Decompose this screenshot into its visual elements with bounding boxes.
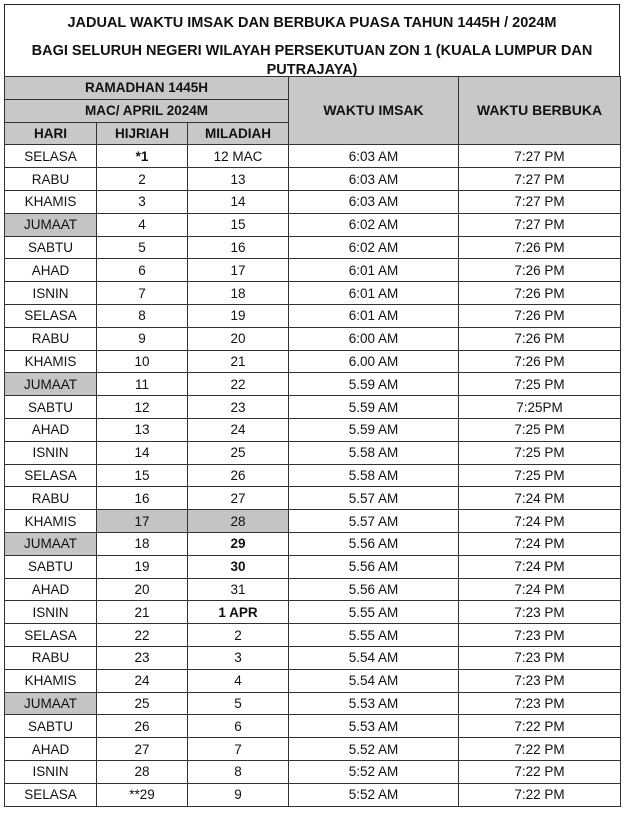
cell-miladiah: 25 (188, 441, 289, 464)
cell-miladiah: 28 (188, 510, 289, 533)
cell-berbuka: 7:25PM (459, 396, 621, 419)
cell-berbuka: 7:23 PM (459, 601, 621, 624)
cell-miladiah: 4 (188, 669, 289, 692)
cell-hijriah: 15 (97, 464, 188, 487)
cell-berbuka: 7:27 PM (459, 190, 621, 213)
cell-berbuka: 7:25 PM (459, 418, 621, 441)
cell-hari: SELASA (5, 783, 97, 806)
cell-hijriah: 7 (97, 282, 188, 305)
table-row (5, 738, 621, 761)
cell-imsak: 5.57 AM (289, 510, 459, 533)
schedule-sheet (4, 4, 620, 807)
cell-miladiah: 8 (188, 760, 289, 783)
cell-hijriah: 26 (97, 715, 188, 738)
cell-hari: JUMAAT (5, 373, 97, 396)
cell-berbuka: 7:27 PM (459, 145, 621, 168)
table-row (5, 441, 621, 464)
cell-imsak: 6:00 AM (289, 327, 459, 350)
cell-imsak: 5.59 AM (289, 373, 459, 396)
table-row (5, 510, 621, 533)
header-miladiah: MILADIAH (188, 122, 289, 145)
cell-berbuka: 7:22 PM (459, 738, 621, 761)
cell-hari: AHAD (5, 259, 97, 282)
cell-imsak: 5.53 AM (289, 715, 459, 738)
header-month: MAC/ APRIL 2024M (5, 99, 289, 122)
header-waktu-berbuka: WAKTU BERBUKA (459, 77, 621, 145)
cell-miladiah: 16 (188, 236, 289, 259)
cell-imsak: 5.54 AM (289, 646, 459, 669)
cell-berbuka: 7:25 PM (459, 373, 621, 396)
cell-hijriah: 17 (97, 510, 188, 533)
title-line-2: BAGI SELURUH NEGERI WILAYAH PERSEKUTUAN ZON 1 (KUALA LUMPUR DAN PUTRAJAYA) (31, 43, 593, 78)
cell-miladiah: 6 (188, 715, 289, 738)
cell-berbuka: 7:23 PM (459, 669, 621, 692)
cell-berbuka: 7:22 PM (459, 783, 621, 806)
cell-hari: ISNIN (5, 441, 97, 464)
table-row (5, 760, 621, 783)
table-row (5, 282, 621, 305)
cell-imsak: 5.54 AM (289, 669, 459, 692)
table-row (5, 213, 621, 236)
cell-hijriah: 6 (97, 259, 188, 282)
cell-berbuka: 7:26 PM (459, 304, 621, 327)
title-line-1: JADUAL WAKTU IMSAK DAN BERBUKA PUASA TAHUN 1445H / 2024M (67, 15, 557, 31)
cell-hijriah: **29 (97, 783, 188, 806)
cell-imsak: 5.57 AM (289, 487, 459, 510)
cell-miladiah: 7 (188, 738, 289, 761)
cell-imsak: 5.56 AM (289, 555, 459, 578)
cell-hari: SELASA (5, 145, 97, 168)
cell-miladiah: 24 (188, 418, 289, 441)
table-row (5, 715, 621, 738)
cell-berbuka: 7:26 PM (459, 259, 621, 282)
title-box (4, 4, 620, 76)
table-row (5, 487, 621, 510)
cell-hijriah: 10 (97, 350, 188, 373)
schedule-table (4, 76, 621, 807)
table-row (5, 692, 621, 715)
table-row (5, 350, 621, 373)
table-row (5, 646, 621, 669)
cell-imsak: 6:01 AM (289, 304, 459, 327)
cell-miladiah: 15 (188, 213, 289, 236)
cell-miladiah: 27 (188, 487, 289, 510)
cell-hijriah: 24 (97, 669, 188, 692)
cell-hari: SABTU (5, 396, 97, 419)
cell-hari: SABTU (5, 555, 97, 578)
cell-hijriah: 28 (97, 760, 188, 783)
cell-hari: SELASA (5, 304, 97, 327)
cell-hijriah: 3 (97, 190, 188, 213)
cell-hari: JUMAAT (5, 213, 97, 236)
cell-hari: SELASA (5, 624, 97, 647)
cell-hijriah: 11 (97, 373, 188, 396)
cell-hijriah: 22 (97, 624, 188, 647)
table-row (5, 327, 621, 350)
cell-hijriah: 21 (97, 601, 188, 624)
cell-imsak: 6.00 AM (289, 350, 459, 373)
cell-hari: SELASA (5, 464, 97, 487)
cell-imsak: 6:03 AM (289, 145, 459, 168)
cell-miladiah: 26 (188, 464, 289, 487)
cell-hari: RABU (5, 168, 97, 191)
cell-hari: AHAD (5, 418, 97, 441)
cell-hijriah: 9 (97, 327, 188, 350)
cell-miladiah: 29 (188, 532, 289, 555)
cell-hari: RABU (5, 487, 97, 510)
table-row (5, 783, 621, 806)
table-row (5, 555, 621, 578)
cell-hari: JUMAAT (5, 532, 97, 555)
table-row (5, 190, 621, 213)
table-row (5, 532, 621, 555)
cell-hari: ISNIN (5, 760, 97, 783)
table-row (5, 669, 621, 692)
cell-hari: SABTU (5, 236, 97, 259)
cell-miladiah: 3 (188, 646, 289, 669)
cell-imsak: 6:03 AM (289, 190, 459, 213)
header-ramadhan: RAMADHAN 1445H (5, 77, 289, 100)
cell-hari: RABU (5, 646, 97, 669)
table-row (5, 259, 621, 282)
cell-imsak: 5.58 AM (289, 464, 459, 487)
cell-hari: KHAMIS (5, 510, 97, 533)
cell-imsak: 5:52 AM (289, 760, 459, 783)
cell-imsak: 5.59 AM (289, 396, 459, 419)
cell-hari: JUMAAT (5, 692, 97, 715)
cell-hijriah: 2 (97, 168, 188, 191)
cell-miladiah: 19 (188, 304, 289, 327)
cell-miladiah: 12 MAC (188, 145, 289, 168)
cell-imsak: 6:02 AM (289, 236, 459, 259)
cell-hari: KHAMIS (5, 190, 97, 213)
cell-miladiah: 20 (188, 327, 289, 350)
cell-berbuka: 7:24 PM (459, 510, 621, 533)
cell-miladiah: 17 (188, 259, 289, 282)
table-row (5, 304, 621, 327)
cell-berbuka: 7:22 PM (459, 760, 621, 783)
cell-berbuka: 7:27 PM (459, 213, 621, 236)
table-row (5, 396, 621, 419)
cell-hari: KHAMIS (5, 350, 97, 373)
cell-berbuka: 7:24 PM (459, 555, 621, 578)
header-waktu-imsak: WAKTU IMSAK (289, 77, 459, 145)
cell-hijriah: 13 (97, 418, 188, 441)
cell-hari: SABTU (5, 715, 97, 738)
cell-berbuka: 7:26 PM (459, 327, 621, 350)
header-hijriah: HIJRIAH (97, 122, 188, 145)
cell-berbuka: 7:23 PM (459, 624, 621, 647)
cell-hari: ISNIN (5, 601, 97, 624)
cell-berbuka: 7:24 PM (459, 578, 621, 601)
table-row (5, 601, 621, 624)
cell-miladiah: 30 (188, 555, 289, 578)
cell-hari: ISNIN (5, 282, 97, 305)
schedule-body (5, 145, 621, 806)
cell-berbuka: 7:23 PM (459, 646, 621, 669)
cell-hijriah: 18 (97, 532, 188, 555)
table-row (5, 624, 621, 647)
cell-hijriah: 27 (97, 738, 188, 761)
cell-hijriah: 12 (97, 396, 188, 419)
table-row (5, 145, 621, 168)
cell-hijriah: 20 (97, 578, 188, 601)
cell-hijriah: 5 (97, 236, 188, 259)
table-row (5, 236, 621, 259)
table-row (5, 578, 621, 601)
cell-miladiah: 1 APR (188, 601, 289, 624)
cell-berbuka: 7:24 PM (459, 532, 621, 555)
cell-berbuka: 7:25 PM (459, 464, 621, 487)
cell-miladiah: 9 (188, 783, 289, 806)
cell-berbuka: 7:24 PM (459, 487, 621, 510)
cell-imsak: 6:02 AM (289, 213, 459, 236)
cell-hari: AHAD (5, 738, 97, 761)
table-row (5, 168, 621, 191)
cell-berbuka: 7:27 PM (459, 168, 621, 191)
cell-miladiah: 2 (188, 624, 289, 647)
cell-miladiah: 23 (188, 396, 289, 419)
header-hari: HARI (5, 122, 97, 145)
cell-hijriah: 4 (97, 213, 188, 236)
cell-berbuka: 7:22 PM (459, 715, 621, 738)
cell-imsak: 5.52 AM (289, 738, 459, 761)
cell-imsak: 5:52 AM (289, 783, 459, 806)
cell-hari: RABU (5, 327, 97, 350)
cell-berbuka: 7:23 PM (459, 692, 621, 715)
table-row (5, 464, 621, 487)
cell-miladiah: 18 (188, 282, 289, 305)
cell-hijriah: 14 (97, 441, 188, 464)
cell-hijriah: 25 (97, 692, 188, 715)
cell-imsak: 5.55 AM (289, 624, 459, 647)
cell-imsak: 5.56 AM (289, 578, 459, 601)
cell-hari: AHAD (5, 578, 97, 601)
cell-miladiah: 14 (188, 190, 289, 213)
cell-imsak: 6:01 AM (289, 282, 459, 305)
cell-hijriah: *1 (97, 145, 188, 168)
cell-miladiah: 31 (188, 578, 289, 601)
cell-miladiah: 21 (188, 350, 289, 373)
cell-imsak: 5.58 AM (289, 441, 459, 464)
table-row (5, 373, 621, 396)
cell-imsak: 5.53 AM (289, 692, 459, 715)
cell-hijriah: 23 (97, 646, 188, 669)
table-row (5, 418, 621, 441)
cell-miladiah: 5 (188, 692, 289, 715)
cell-imsak: 6:01 AM (289, 259, 459, 282)
cell-berbuka: 7:26 PM (459, 350, 621, 373)
cell-imsak: 5.55 AM (289, 601, 459, 624)
cell-imsak: 5.56 AM (289, 532, 459, 555)
cell-berbuka: 7:26 PM (459, 236, 621, 259)
cell-miladiah: 13 (188, 168, 289, 191)
cell-hijriah: 8 (97, 304, 188, 327)
cell-imsak: 5.59 AM (289, 418, 459, 441)
cell-berbuka: 7:26 PM (459, 282, 621, 305)
cell-hari: KHAMIS (5, 669, 97, 692)
cell-hijriah: 16 (97, 487, 188, 510)
cell-imsak: 6:03 AM (289, 168, 459, 191)
cell-berbuka: 7:25 PM (459, 441, 621, 464)
cell-hijriah: 19 (97, 555, 188, 578)
cell-miladiah: 22 (188, 373, 289, 396)
